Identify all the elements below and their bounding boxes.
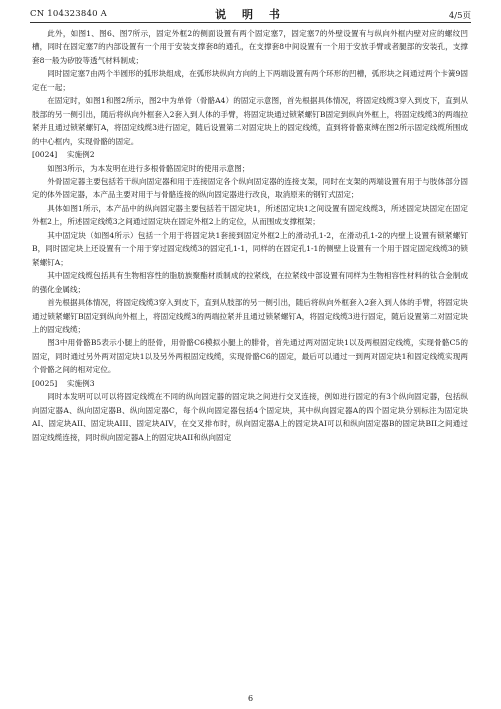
paragraph: 首先根据具体情况，将固定线缆3穿入到皮下，直到从肢部的另一侧引出，随后将纵向外框套入2套入到人体的手臂，将固定块通过锁紧螺钉B固定到纵向外框上，将固定线缆3的两端拉紧并且通过锁紧螺钉A，将固定线缆3进行固定，随后设置第二对固定块上的固定线缆；: [32, 298, 468, 334]
page-header: [30, 6, 471, 22]
paragraph: 图3中用骨骼B5表示小腿上的胫骨，用骨骼C6模拟小腿上的腓骨，首先通过两对固定块1以及两根固定线缆，实现骨骼C5的固定，同时通过另外两对固定块1以及另外两根固定线缆，实现骨骼C6的固定，最后可以通过一到两对固定块1和固定线缆实现两个骨骼之间的相对定位。: [32, 338, 468, 375]
section-heading: [32, 148, 468, 161]
paragraph: 在固定时，如图1和图2所示，图2中为单骨（骨骼A4）的固定示意图，首先根据具体情况，将固定线缆3穿入到皮下，直到从肢部的另一侧引出，随后将纵向外框套入2套入到人体的手臂，将固定块通过锁紧螺钉B固定到纵向外框上，将固定线缆3的两端拉紧并且通过锁紧螺钉A，将固定线缆3进行固定，随后设置第二对固定块上的固定线缆，直到将骨骼束缚在图2所示固定线缆所围成的中心框内，实现骨骼的固定。: [32, 96, 468, 146]
example-label: 实施例2: [66, 150, 95, 160]
paragraph: 其中固定线缆包括具有生物相容性的脂肪族聚酯材质制成的拉紧线，在拉紧线中部设置有同样为生物相容性材料的钛合金制成的强化金属线；: [32, 271, 468, 294]
document-body: [32, 27, 468, 444]
paragraph: 此外，如图1、图6、图7所示，固定外框2的侧面设置有两个固定塞7，固定塞7的外壁设置有与纵向外框内壁对应的螺纹凹槽，同时在固定塞7的内部设置有一个用于安装支撑套8的通孔，在支撑套8中间设置有一个用于安放手臂或者腿部的安装孔，支撑套8一般为矽胶等透气材料制成；: [32, 29, 468, 65]
paragraph: 同时固定塞7由两个半圆形的弧形块组成，在弧形块纵向方向的上下两端设置有两个环形的凹槽，弧形块之间通过两个卡簧9固定在一起；: [32, 69, 468, 92]
paragraph: 外骨固定器主要包括若干纵向固定器和用于连接固定各个纵向固定器的连接支架，同时在支架的两端设置有用于与肢体部分固定的体外固定器，本产品主要对用于与骨骼连接的纵向固定器进行改良，取消原来的钢钉式固定；: [32, 176, 468, 200]
paragraph: 同时本发明可以可以将固定线缆在不同的纵向固定器的固定块之间进行交叉连接，例如进行固定的有3个纵向固定器，包括纵向固定器A、纵向固定器B、纵向固定器C，每个纵向固定器包括4个固定块，其中纵向固定器A的四个固定块分别标注为固定块AI、固定块AII、固定块AIII、固定块AIV，在交叉排布时，纵向固定器A上的固定块AI可以和纵向固定器B的固定块BII之间通过固定线缆连接，同时纵向固定器A上的固定块AII和纵向固定: [32, 392, 468, 442]
paragraph-tag: [0024]: [32, 150, 58, 160]
section-heading: [32, 377, 468, 390]
paragraph: 如图3所示，为本发明在进行多根骨骼固定时的使用示意图；: [47, 163, 250, 173]
example-label: 实施例3: [66, 378, 95, 388]
page-count: 4/5页: [448, 11, 471, 21]
page-number: 6: [247, 694, 254, 703]
patent-number: CN 104323840 A: [30, 9, 107, 19]
paragraph: 其中固定块（如图4所示）包括一个用于将固定块1套接到固定外框2上的滑动孔1-2，在滑动孔1-2的内壁上设置有锁紧螺钉B，同时固定块上还设置有一个用于穿过固定线缆3的固定孔1-1，同样的在固定孔1-1的侧壁上设置有一个用于固定固定线缆3的锁紧螺钉A；: [32, 230, 468, 267]
document-title: 说 明 书: [215, 8, 286, 21]
header-rule: [30, 22, 471, 23]
paragraph: 具体如图1所示，本产品中的纵向固定器主要包括若干固定块1，所述固定块1之间设置有固定线缆3，所述固定块固定在固定外框2上，所述固定线缆3之间通过固定块在固定外框2上的定位，从而围成支撑框架；: [32, 203, 468, 227]
paragraph-tag: [0025]: [32, 378, 58, 388]
